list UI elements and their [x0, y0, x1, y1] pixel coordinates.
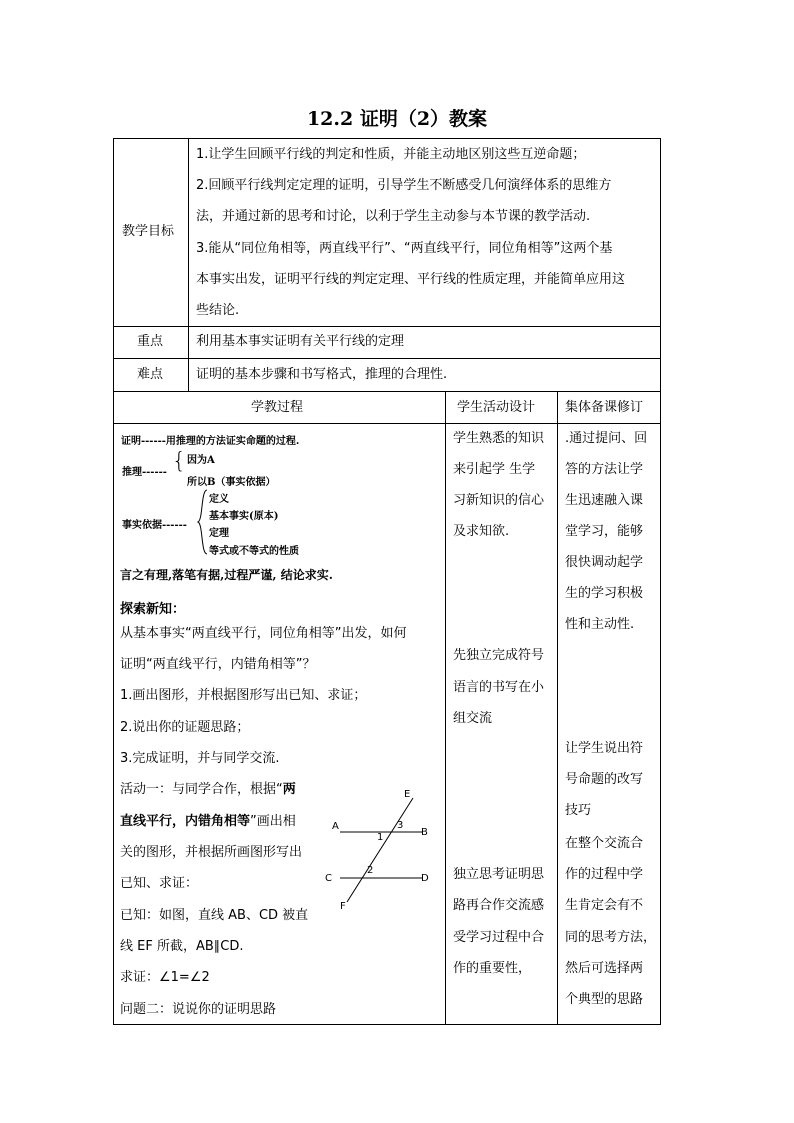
- key-text: 利用基本事实证明有关平行线的定理: [196, 334, 405, 349]
- explore-heading: 探索新知：: [120, 602, 186, 617]
- given-line: 线 EF 所截，AB∥CD.: [120, 939, 244, 954]
- angle-1-label: 1: [377, 832, 384, 843]
- process-line: 从基本事实“两直线平行，同位角相等”出发，如何: [120, 626, 407, 641]
- label-A: A: [332, 821, 339, 832]
- goal-line: 2.回顾平行线判定定理的证明，引导学生不断感受几何演绎体系的思维方: [196, 178, 612, 193]
- goal-line: 些结论.: [196, 303, 240, 318]
- reasoning-label: 推理------: [122, 467, 167, 478]
- revision-line: 堂学习，能够: [565, 524, 644, 539]
- label-C: C: [325, 873, 332, 884]
- label-E: E: [404, 789, 411, 800]
- because-line: 因为A: [187, 455, 215, 466]
- goal-line: 法，并通过新的思考和讨论，以利于学生主动参与本节课的教学活动.: [196, 209, 591, 224]
- basis-item: 等式或不等式的性质: [209, 546, 299, 557]
- goal-line: 3.能从“同位角相等，两直线平行”、“两直线平行，同位角相等”这两个基: [196, 241, 613, 256]
- angle-2-label: 2: [367, 865, 374, 876]
- revision-line: 号命题的改写: [565, 772, 644, 787]
- basis-label: 事实依据------: [122, 520, 187, 531]
- student-line: 来引起学 生学: [453, 462, 536, 477]
- student-line: 作的重要性，: [453, 961, 532, 976]
- activity-line-3: 关的图形，并根据所画图形写出: [120, 845, 303, 860]
- page-title: 12.2 证明（2）教案: [306, 108, 488, 130]
- revision-line: 答的方法让学: [565, 462, 644, 477]
- brace-icon: {: [172, 449, 186, 474]
- table-divider: [445, 391, 446, 1025]
- basis-brace-icon: [197, 488, 209, 556]
- basis-item: 定义: [209, 494, 229, 505]
- column-header-process: 学教过程: [251, 400, 304, 415]
- activity-line-2: 直线平行，内错角相等”画出相: [120, 814, 296, 829]
- label-F: F: [340, 901, 346, 912]
- parallel-lines-figure: [320, 785, 440, 915]
- revision-line: 个典型的思路: [565, 992, 644, 1007]
- given-line: 已知：如图，直线 AB、CD 被直: [120, 908, 309, 923]
- revision-line: 技巧: [565, 803, 592, 818]
- activity-line-1: 活动一：与同学合作，根据“两: [120, 782, 296, 797]
- process-line: 证明“两直线平行，内错角相等”？: [120, 657, 316, 672]
- student-line: 及求知欲.: [453, 524, 510, 539]
- question-line: 问题二：说说你的证明思路: [120, 1002, 277, 1017]
- revision-line: 生肯定会有不: [565, 898, 644, 913]
- revision-line: 让学生说出符: [565, 741, 644, 756]
- student-line: 独立思考证明思: [453, 867, 545, 882]
- revision-line: 生迅速融入课: [565, 493, 644, 508]
- angle-3-label: 3: [397, 820, 404, 831]
- difficulty-text: 证明的基本步骤和书写格式，推理的合理性.: [196, 367, 448, 382]
- proof-definition: 证明------用推理的方法证实命题的过程.: [121, 436, 300, 447]
- revision-line: 生的学习积极: [565, 586, 644, 601]
- revision-line: .通过提问、回: [565, 431, 648, 446]
- revision-line: 性和主动性.: [565, 617, 635, 632]
- revision-line: 同的思考方法，: [565, 930, 657, 945]
- activity-line-4: 已知、求证：: [120, 876, 199, 891]
- basis-item: 基本事实(原本): [209, 511, 279, 522]
- student-line: 先独立完成符号: [453, 648, 545, 663]
- goals-label: 教学目标: [122, 224, 175, 239]
- student-line: 受学习过程中合: [453, 930, 545, 945]
- difficulty-label: 难点: [137, 367, 164, 382]
- process-line: 1.画出图形，并根据图形写出已知、求证；: [120, 688, 367, 703]
- process-line: 3.完成证明，并与同学交流.: [120, 751, 280, 766]
- student-line: 学生熟悉的知识: [453, 431, 545, 446]
- process-line: 2.说出你的证题思路；: [120, 720, 250, 735]
- table-divider: [557, 391, 558, 1025]
- column-header-revision: 集体备课修订: [565, 400, 644, 415]
- goal-line: 1.让学生回顾平行线的判定和性质，并能主动地区别这些互逆命题；: [196, 147, 586, 162]
- revision-line: 然后可选择两: [565, 961, 644, 976]
- key-label: 重点: [137, 334, 164, 349]
- revision-line: 很快调动起学: [565, 555, 644, 570]
- student-line: 组交流: [453, 711, 493, 726]
- student-line: 语言的书写在小: [453, 680, 545, 695]
- prove-line: 求证：∠1=∠2: [120, 970, 210, 985]
- revision-line: 作的过程中学: [565, 867, 644, 882]
- student-line: 习新知识的信心: [453, 493, 545, 508]
- basis-item: 定理: [209, 528, 229, 539]
- student-line: 路再合作交流感: [453, 898, 545, 913]
- label-D: D: [421, 873, 429, 884]
- table-divider: [188, 138, 189, 391]
- label-B: B: [421, 827, 428, 838]
- column-header-student: 学生活动设计: [457, 400, 536, 415]
- revision-line: 在整个交流合: [565, 836, 644, 851]
- therefore-line: 所以B（事实依据）: [187, 477, 276, 488]
- goal-line: 本事实出发，证明平行线的判定定理、平行线的性质定理，并能简单应用这: [196, 272, 626, 287]
- motto: 言之有理,落笔有据,过程严谨, 结论求实.: [120, 568, 333, 582]
